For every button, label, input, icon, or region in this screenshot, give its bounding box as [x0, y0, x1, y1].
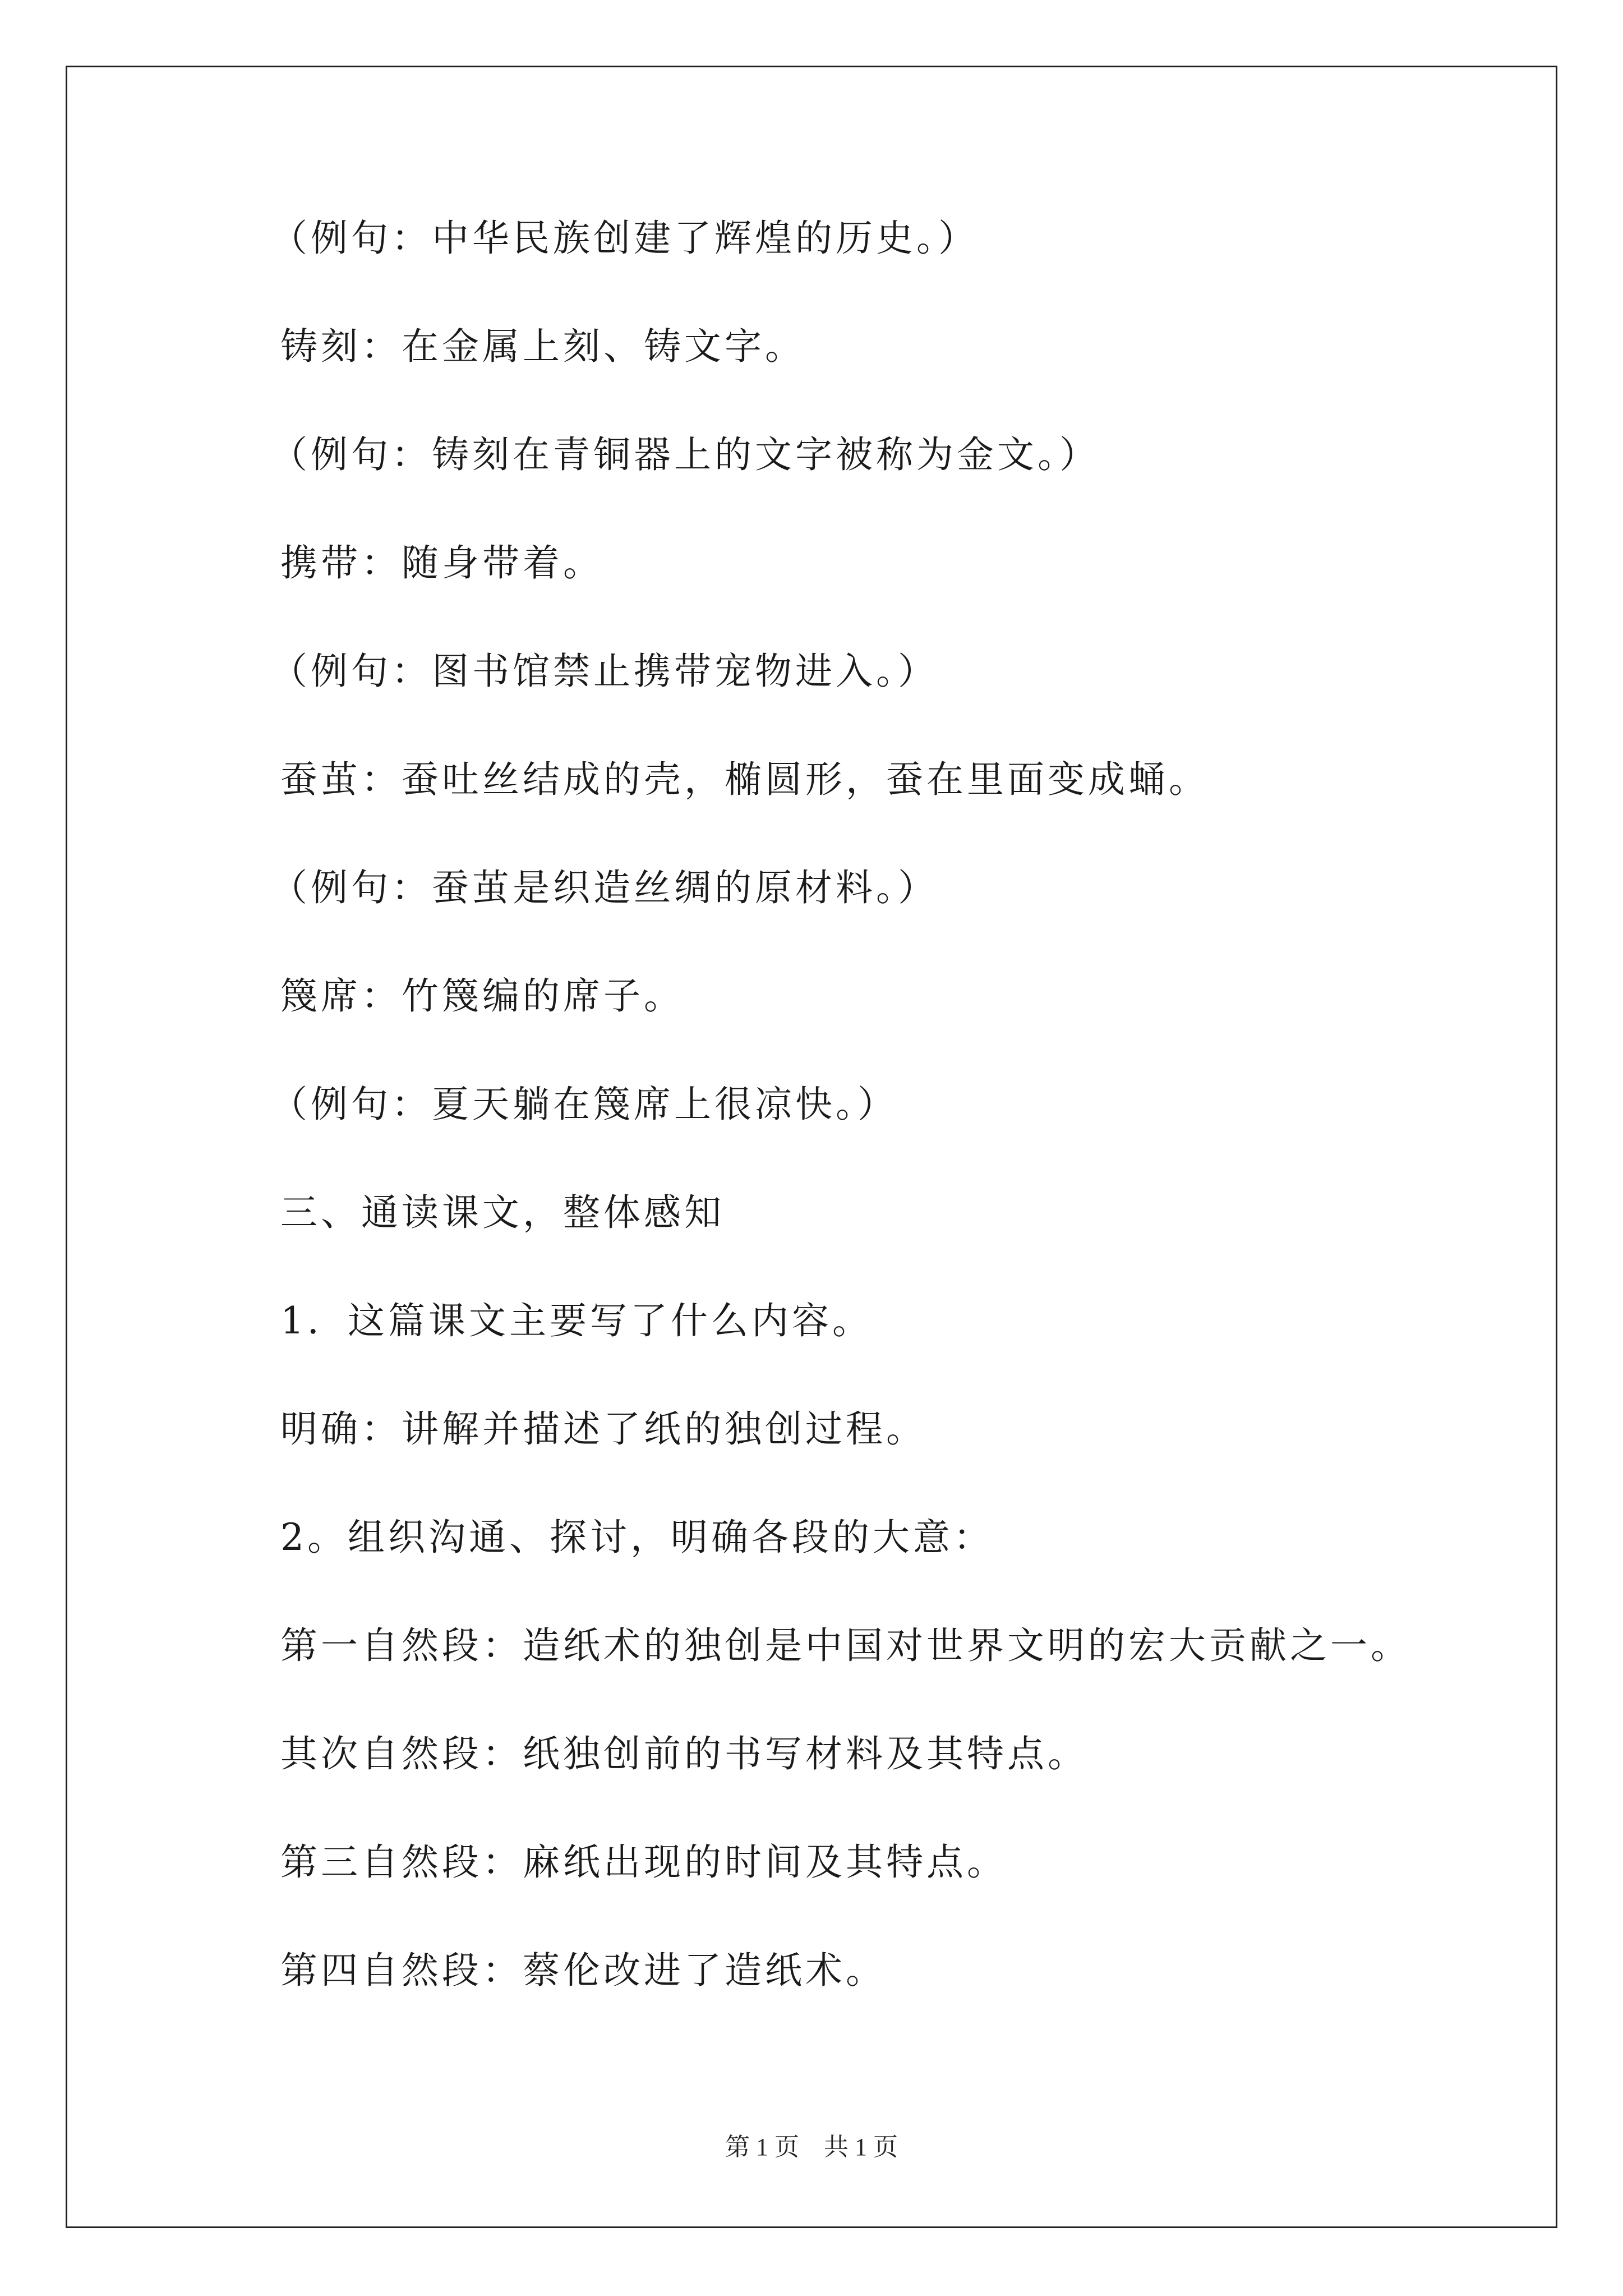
vocab-definition: 携带：随身带着。 — [280, 541, 603, 585]
paragraph-summary: 其次自然段：纸独创前的书写材料及其特点。 — [280, 1732, 1088, 1775]
page-number: 第 1 页 共 1 页 — [725, 2133, 898, 2161]
vocab-definition: 铸刻：在金属上刻、铸文字。 — [280, 325, 805, 368]
question-1: 1．这篇课文主要写了什么内容。 — [280, 1299, 873, 1342]
section-heading: 三、通读课文，整体感知 — [280, 1191, 725, 1234]
example-sentence: （例句：夏天躺在篾席上很凉快。） — [270, 1083, 898, 1126]
example-sentence: （例句：中华民族创建了辉煌的历史。） — [270, 217, 979, 260]
paragraph-summary: 第四自然段：蔡伦改进了造纸术。 — [280, 1949, 886, 1992]
paragraph-summary: 第三自然段：麻纸出现的时间及其特点。 — [280, 1841, 1007, 1884]
answer-1: 明确：讲解并描述了纸的独创过程。 — [280, 1407, 926, 1451]
question-2: 2。组织沟通、探讨，明确各段的大意： — [280, 1516, 994, 1559]
example-sentence: （例句：蚕茧是织造丝绸的原材料。） — [270, 866, 938, 909]
paragraph-summary: 第一自然段：造纸术的独创是中国对世界文明的宏大贡献之一。 — [280, 1624, 1411, 1667]
example-sentence: （例句：铸刻在青铜器上的文字被称为金文。） — [270, 433, 1100, 476]
example-sentence: （例句：图书馆禁止携带宠物进入。） — [270, 650, 938, 693]
vocab-definition: 篾席：竹篾编的席子。 — [280, 974, 684, 1018]
vocab-definition: 蚕茧：蚕吐丝结成的壳，椭圆形，蚕在里面变成蛹。 — [280, 758, 1209, 801]
document-body — [270, 216, 1514, 2056]
